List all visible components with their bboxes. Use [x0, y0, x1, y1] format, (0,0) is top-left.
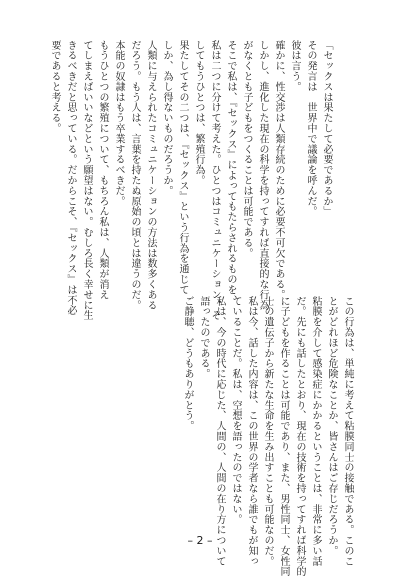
body-text-bottom-block: この行為は、単純に考えて粘膜同士の接触である。このこ とがどれほど危険なことか、皆さんはご存じだろうか。 粘膜を介して感染症にかかるということは、非常に多い話 だ。先にも話したとおり、現在の技術を持ってすれば科学的 に子どもを作ることは可能であり、また、男性同士、女性同 士の遺伝子から新たな生命を生み出すことも可能なのだ。 私は今、話した内容は、この世界の学者なら誰でもが知っ ていることだ。私は、空想を語ったのではない。 私は、今の時代に応じた、人間の、人間の在り方について 語ったのである。 ご静聴、どうもありがとう。: [182, 296, 353, 577]
body-text-top-block: 「セックスは果たして必要であるか」 その発言は 世界中で議論を呼んだ。 彼は言う。 確かに、性交渉は人類存続のために必要不可欠である。 しかし、進化した現在の科学を持ってすれば直接的な行為 がなくとも子どもをつくることは可能である。 そこで私は、『セックス』によってもたらされるものを、 私は二つに分けて考えた。ひとつはコミュニケーション、そ してもうひとつは、繁殖行為。 果たしてその二つは、『セックス』という行為を通じて しか、為し得ないものだろうか。 人類に与えられたコミュニケーションの方法は数多くある だろう。もう人は、言葉を持たぬ原始の頃とは違うのだ。 本能の奴隷はもう卒業するべきだ。 もうひとつの繁殖について、もちろん私は、人類が消え てしまえばいいなどという願望はない。むしろ長く幸せに生 きるべきだと思っている。だからこそ、『セックス』は不必 要であると考える。: [49, 40, 332, 321]
page-number: – 2 –: [187, 534, 213, 547]
